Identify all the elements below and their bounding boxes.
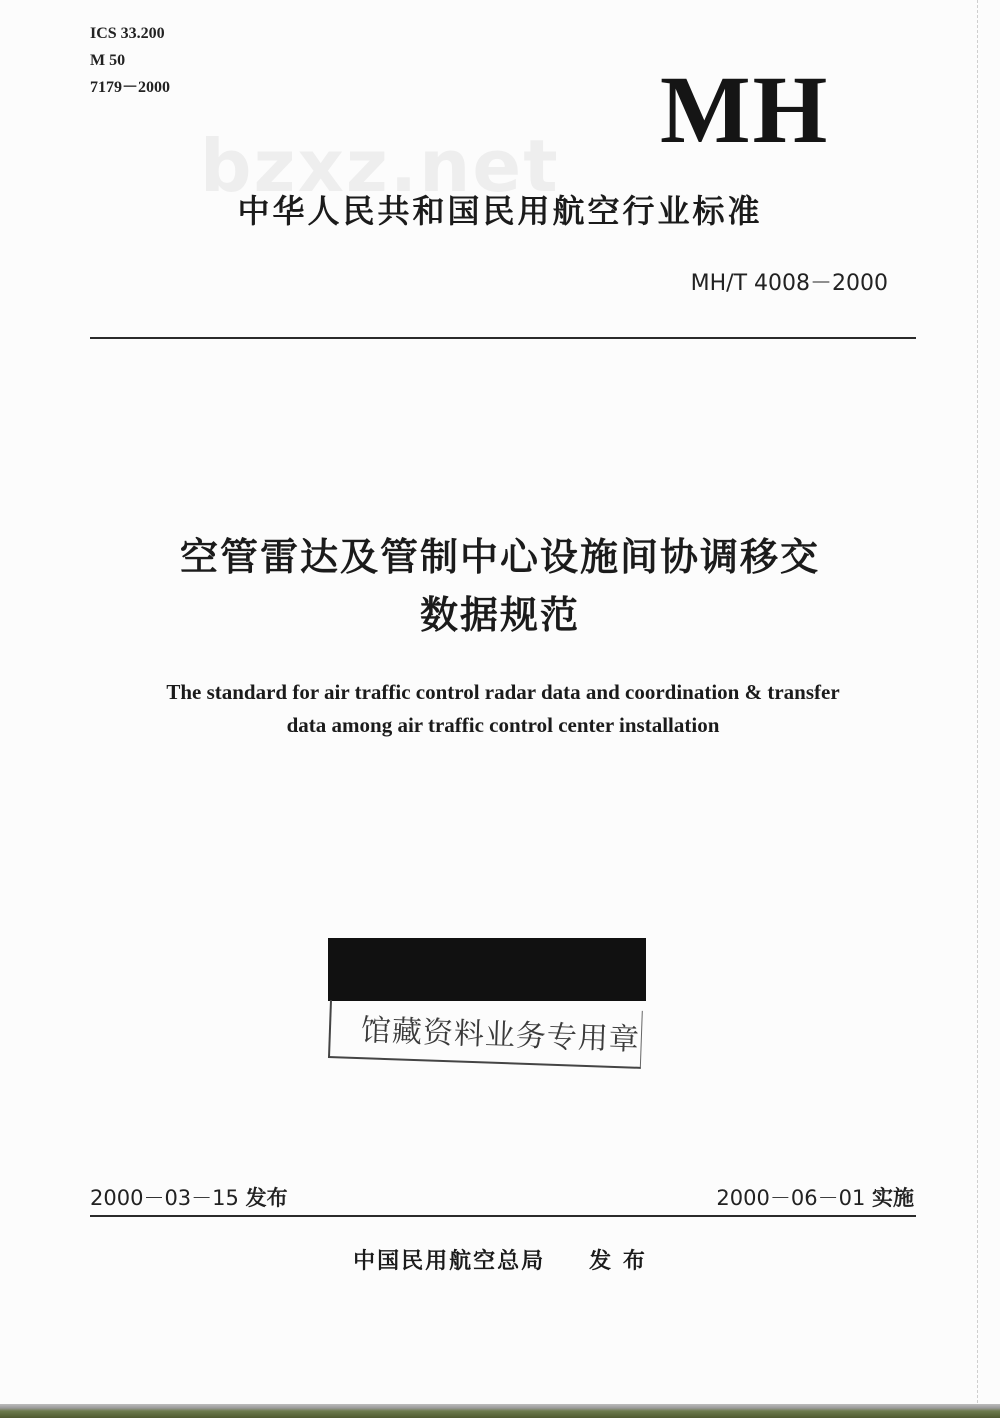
library-stamp bbox=[328, 1000, 643, 1069]
watermark: bzxz.net bbox=[200, 124, 560, 208]
publisher-action: 发 布 bbox=[589, 1249, 647, 1274]
footer-divider bbox=[90, 1215, 916, 1217]
header-divider bbox=[90, 337, 916, 339]
implementation-date-value: 2000－06－01 bbox=[716, 1186, 866, 1210]
english-title bbox=[80, 676, 926, 742]
record-number: 7179－2000 bbox=[90, 79, 171, 96]
classification-block bbox=[90, 20, 170, 101]
issuing-authority-title: 中华人民共和国民用航空行业标准 bbox=[237, 192, 763, 230]
ics-code: ICS 33.200 bbox=[90, 25, 165, 42]
stamp-text: 馆藏资料业务专用章 bbox=[360, 1013, 641, 1058]
class-code: M 50 bbox=[90, 52, 126, 69]
scan-bottom-edge bbox=[0, 1404, 1000, 1418]
english-title-line-1: The standard for air traffic control radar data and coordination & transfer bbox=[166, 680, 840, 704]
issue-date bbox=[90, 1182, 288, 1212]
publisher bbox=[0, 1244, 1000, 1275]
chinese-title-line-2: 数据规范 bbox=[419, 593, 580, 637]
issue-date-value: 2000－03－15 bbox=[90, 1186, 239, 1210]
implementation-label: 实施 bbox=[872, 1186, 914, 1210]
mh-logo: MH bbox=[660, 56, 830, 163]
scan-edge-line bbox=[976, 0, 978, 1418]
chinese-title-line-1: 空管雷达及管制中心设施间协调移交 bbox=[179, 535, 820, 579]
issue-label: 发布 bbox=[245, 1186, 288, 1210]
publisher-name: 中国民用航空总局 bbox=[353, 1249, 546, 1274]
chinese-title bbox=[60, 528, 940, 644]
english-title-line-2: data among air traffic control center installation bbox=[286, 713, 720, 737]
implementation-date bbox=[716, 1182, 914, 1212]
redaction-block bbox=[328, 938, 646, 1001]
standard-number: MH/T 4008－2000 bbox=[690, 271, 888, 296]
